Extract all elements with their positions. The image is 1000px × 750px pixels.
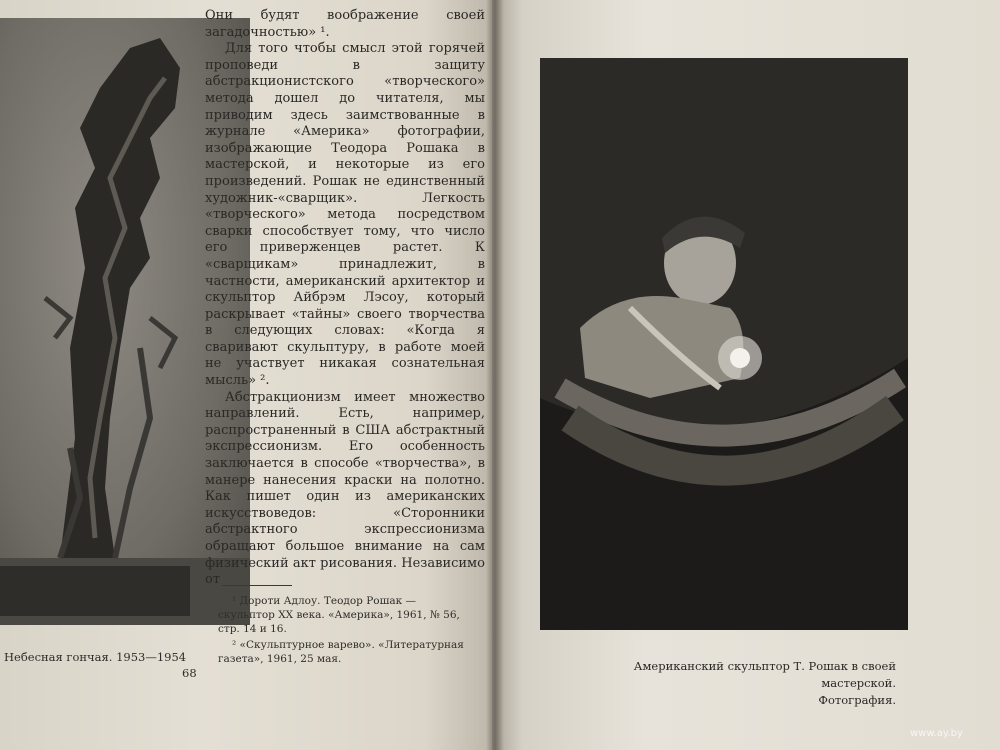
left-photo-caption: Небесная гончая. 1953—1954	[4, 650, 187, 664]
right-caption-line-1: Американский скульптор Т. Рошак в своей мастерской.	[633, 659, 896, 690]
paragraph-1: Они будят воображение своей загадочностью» ¹.	[205, 8, 485, 40]
page-number: 68	[182, 666, 197, 680]
right-photo-caption	[556, 658, 896, 709]
footnote-1: ¹ Дороти Адлоу. Теодор Рошак — скульптор XX века. «Америка», 1961, № 56, стр. 14 и 16.	[218, 595, 460, 635]
footnote-divider	[222, 585, 292, 586]
paragraph-2: Для того чтобы смысл этой горячей проповеди в защиту абстракционистского «творческого» метода дошел до читателя, мы приводим здесь заимствованные в журнале «Америка» фотографии, изображающие Теодора Рошака в мастерской, и некоторые из его произведений. Рошак не единственный художник-«сварщик». Легкость «творческого» метода посредством сварки способствует тому, что число его приверженцев растет. К «сварщикам» принадлежит, в частности, американский архитектор и скульптор Айбрэм Лэсоу, который раскрывает «тайны» своего творчества в следующих словах: «Когда я сваривают скульптуру, в работе моей не участвует никакая сознательная мысль» ².	[205, 41, 485, 389]
sculptor-photo	[540, 58, 908, 630]
body-text	[205, 8, 485, 589]
footnote-2: ² «Скульптурное варево». «Литературная газета», 1961, 25 мая.	[218, 639, 464, 665]
paragraph-3: Абстракционизм имеет множество направлений. Есть, например, распространенный в США абстрактный экспрессионизм. Его особенность заключается в способе «творчества», в манере нанесения краски на полотно. Как пишет один из американских искусствоведов: «Сторонники абстрактного экспрессионизма обращают большое внимание на сам физический акт рисования. Независимо от	[205, 389, 485, 588]
watermark: www.ay.by	[910, 728, 963, 739]
sculptor-illustration	[540, 58, 908, 630]
footnotes	[218, 594, 468, 668]
right-caption-line-2: Фотография.	[818, 693, 896, 707]
book-gutter	[486, 0, 504, 750]
